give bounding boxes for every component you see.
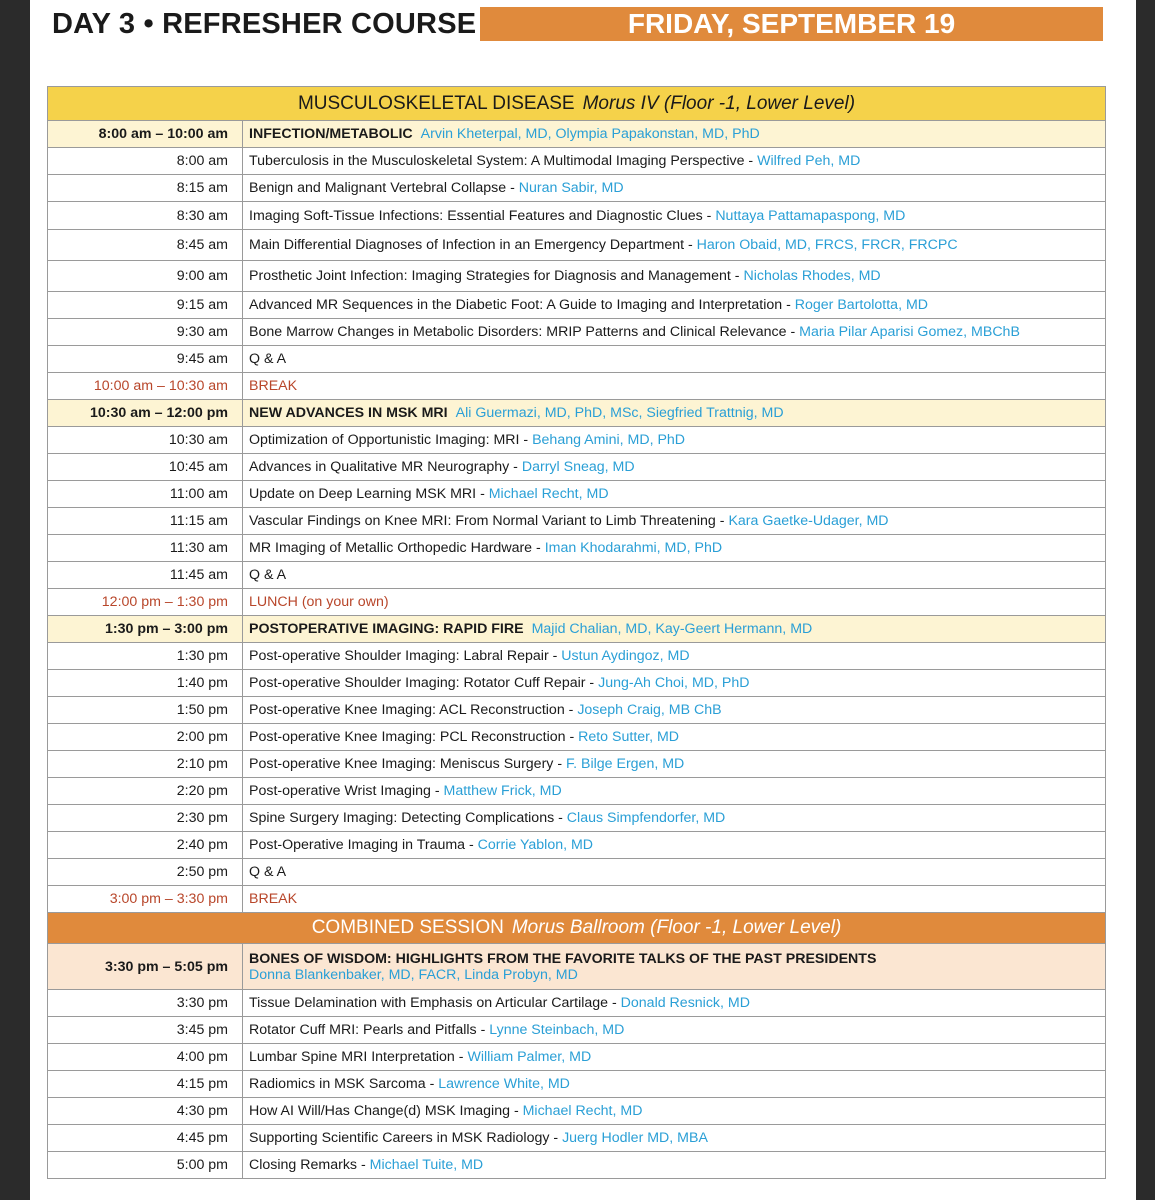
separator: - (454, 1049, 468, 1065)
speaker-name: Jung-Ah Choi, MD, PhD (598, 675, 750, 691)
talk-title: Lumbar Spine MRI Interpretation (249, 1049, 455, 1065)
speaker-name: Haron Obaid, MD, FRCS, FRCR, FRCPC (696, 237, 958, 253)
session-title: POSTOPERATIVE IMAGING: RAPID FIRE (249, 621, 524, 637)
description-cell (243, 230, 1105, 260)
speaker-name: William Palmer, MD (467, 1049, 592, 1065)
session-moderators: Ali Guermazi, MD, PhD, MSc, Siegfried Trattnig, MD (455, 405, 784, 421)
time-cell: 4:45 pm (48, 1125, 243, 1151)
time-cell: 4:00 pm (48, 1044, 243, 1070)
description-cell (243, 148, 1105, 174)
talk-row (48, 229, 1105, 260)
break-label: LUNCH (on your own) (249, 594, 389, 610)
separator: - (357, 1157, 370, 1173)
section-room: Morus IV (Floor -1, Lower Level) (582, 92, 856, 114)
speaker-name: Corrie Yablon, MD (477, 837, 594, 853)
description-cell (243, 778, 1105, 804)
talk-row (48, 831, 1105, 858)
time-cell: 2:30 pm (48, 805, 243, 831)
time-cell: 2:10 pm (48, 751, 243, 777)
separator: - (702, 207, 716, 224)
session-header-row (48, 120, 1105, 147)
description-cell (243, 990, 1105, 1016)
time-cell: 1:50 pm (48, 697, 243, 723)
session-title: BONES OF WISDOM: HIGHLIGHTS FROM THE FAVORITE TALKS OF THE PAST PRESIDENTS (249, 950, 877, 967)
time-cell: 3:30 pm (48, 990, 243, 1016)
time-cell: 3:00 pm – 3:30 pm (48, 886, 243, 912)
description-cell (243, 643, 1105, 669)
speaker-name: Joseph Craig, MB ChB (577, 702, 722, 718)
speaker-name: Maria Pilar Aparisi Gomez, MBChB (799, 324, 1020, 340)
talk-title: Post-operative Shoulder Imaging: Rotator Cuff Repair (249, 675, 586, 691)
speaker-name: Lawrence White, MD (438, 1076, 570, 1092)
description-cell (243, 859, 1105, 885)
talk-title: Tissue Delamination with Emphasis on Articular Cartilage (249, 995, 609, 1011)
time-cell: 10:45 am (48, 454, 243, 480)
time-cell: 2:00 pm (48, 724, 243, 750)
description-cell (243, 261, 1105, 291)
description-cell (243, 944, 1105, 989)
talk-title: Radiomics in MSK Sarcoma (249, 1076, 426, 1092)
talk-title: Vascular Findings on Knee MRI: From Normal Variant to Limb Threatening (249, 513, 716, 529)
separator: - (554, 810, 567, 826)
description-cell (243, 1125, 1105, 1151)
separator: - (509, 459, 522, 475)
separator: - (744, 153, 758, 169)
talk-title: Q & A (249, 567, 287, 583)
speaker-name: Nuran Sabir, MD (518, 180, 624, 196)
talk-title: Post-operative Knee Imaging: Meniscus Surgery (249, 756, 554, 772)
talk-row (48, 669, 1105, 696)
time-cell: 10:30 am – 12:00 pm (48, 400, 243, 426)
talk-row (48, 858, 1105, 885)
session-header-row (48, 399, 1105, 426)
description-cell (243, 175, 1105, 201)
talk-row (48, 1070, 1105, 1097)
time-cell: 9:15 am (48, 292, 243, 318)
time-cell: 2:20 pm (48, 778, 243, 804)
talk-title: Bone Marrow Changes in Metabolic Disorders: MRIP Patterns and Clinical Relevance (249, 324, 787, 340)
speaker-name: Behang Amini, MD, PhD (532, 432, 686, 448)
talk-title: Q & A (249, 351, 287, 367)
time-cell: 11:15 am (48, 508, 243, 534)
talk-row (48, 318, 1105, 345)
speaker-name: Iman Khodarahmi, MD, PhD (544, 540, 723, 556)
session-moderators: Arvin Kheterpal, MD, Olympia Papakonstan, MD, PhD (420, 126, 760, 142)
talk-title: Rotator Cuff MRI: Pearls and Pitfalls (249, 1022, 477, 1038)
talk-row (48, 642, 1105, 669)
date-banner: FRIDAY, SEPTEMBER 19 (480, 7, 1103, 41)
break-label: BREAK (249, 378, 298, 394)
description-cell (243, 481, 1105, 507)
description-cell (243, 373, 1105, 399)
separator: - (476, 1022, 490, 1038)
speaker-name: Juerg Hodler MD, MBA (562, 1130, 708, 1146)
section-banner (48, 87, 1105, 120)
day-title: DAY 3 • REFRESHER COURSE (52, 8, 477, 40)
time-cell: 3:45 pm (48, 1017, 243, 1043)
talk-title: Supporting Scientific Careers in MSK Radiology (249, 1130, 550, 1146)
separator: - (585, 675, 599, 691)
speaker-name: Ustun Aydingoz, MD (561, 648, 690, 664)
talk-row (48, 147, 1105, 174)
time-cell: 1:40 pm (48, 670, 243, 696)
description-cell (243, 832, 1105, 858)
description-cell (243, 751, 1105, 777)
description-cell (243, 1017, 1105, 1043)
talk-row (48, 534, 1105, 561)
separator: - (564, 702, 578, 718)
description-cell (243, 1071, 1105, 1097)
talk-title: How AI Will/Has Change(d) MSK Imaging (249, 1103, 510, 1119)
section-banner (48, 912, 1105, 943)
speaker-name: Kara Gaetke-Udager, MD (728, 513, 889, 529)
separator: - (608, 995, 621, 1011)
talk-title: Optimization of Opportunistic Imaging: MRI (249, 432, 520, 448)
talk-row (48, 426, 1105, 453)
talk-row (48, 723, 1105, 750)
talk-row (48, 174, 1105, 201)
separator: - (565, 729, 579, 745)
talk-row (48, 291, 1105, 318)
description-cell (243, 508, 1105, 534)
talk-title: MR Imaging of Metallic Orthopedic Hardware (249, 540, 533, 556)
description-cell (243, 697, 1105, 723)
description-cell (243, 1044, 1105, 1070)
talk-title: Benign and Malignant Vertebral Collapse (249, 180, 507, 196)
separator: - (786, 324, 800, 340)
talk-row (48, 345, 1105, 372)
speaker-name: Nicholas Rhodes, MD (743, 268, 881, 284)
talk-title: Prosthetic Joint Infection: Imaging Strategies for Diagnosis and Management (249, 268, 731, 284)
speaker-name: Michael Recht, MD (488, 486, 609, 502)
talk-title: Q & A (249, 864, 287, 880)
speaker-name: Michael Tuite, MD (369, 1157, 484, 1173)
speaker-name: Lynne Steinbach, MD (489, 1022, 625, 1038)
talk-row (48, 1124, 1105, 1151)
session-title: INFECTION/METABOLIC (249, 126, 413, 142)
description-cell (243, 1098, 1105, 1124)
talk-title: Tuberculosis in the Musculoskeletal System: A Multimodal Imaging Perspective (249, 153, 745, 169)
time-cell: 9:30 am (48, 319, 243, 345)
separator: - (553, 756, 567, 772)
time-cell: 1:30 pm – 3:00 pm (48, 616, 243, 642)
section-title: COMBINED SESSION (311, 917, 504, 938)
description-cell (243, 670, 1105, 696)
time-cell: 9:45 am (48, 346, 243, 372)
break-row (48, 885, 1105, 912)
talk-row (48, 480, 1105, 507)
talk-title: Main Differential Diagnoses of Infection in an Emergency Department (249, 237, 685, 253)
time-cell: 8:00 am – 10:00 am (48, 121, 243, 147)
session-header-row (48, 943, 1105, 989)
time-cell: 5:00 pm (48, 1152, 243, 1178)
description-cell (243, 319, 1105, 345)
time-cell: 12:00 pm – 1:30 pm (48, 589, 243, 615)
separator: - (782, 297, 795, 313)
description-cell (243, 724, 1105, 750)
time-cell: 3:30 pm – 5:05 pm (48, 944, 243, 989)
description-cell (243, 292, 1105, 318)
description-cell (243, 202, 1105, 229)
talk-row (48, 1097, 1105, 1124)
section-room: Morus Ballroom (Floor -1, Lower Level) (511, 917, 842, 938)
time-cell: 8:00 am (48, 148, 243, 174)
talk-title: Post-Operative Imaging in Trauma (249, 837, 466, 853)
speaker-name: Reto Sutter, MD (578, 729, 680, 745)
time-cell: 10:00 am – 10:30 am (48, 373, 243, 399)
description-cell (243, 400, 1105, 426)
time-cell: 1:30 pm (48, 643, 243, 669)
break-row (48, 588, 1105, 615)
description-cell (243, 454, 1105, 480)
separator: - (549, 1130, 563, 1146)
time-cell: 11:30 am (48, 535, 243, 561)
speaker-name: F. Bilge Ergen, MD (566, 756, 685, 772)
talk-row (48, 1016, 1105, 1043)
time-cell: 4:15 pm (48, 1071, 243, 1097)
speaker-name: Wilfred Peh, MD (757, 153, 861, 169)
time-cell: 10:30 am (48, 427, 243, 453)
time-cell: 8:30 am (48, 202, 243, 229)
description-cell (243, 589, 1105, 615)
description-cell (243, 886, 1105, 912)
time-cell: 2:50 pm (48, 859, 243, 885)
talk-row (48, 260, 1105, 291)
schedule-table (47, 86, 1106, 1179)
speaker-name: Roger Bartolotta, MD (794, 297, 929, 313)
separator: - (684, 237, 697, 253)
description-cell (243, 427, 1105, 453)
section-title: MUSCULOSKELETAL DISEASE (297, 92, 575, 114)
speaker-name: Nuttaya Pattamapaspong, MD (715, 207, 906, 224)
separator: - (506, 180, 519, 196)
description-cell (243, 1152, 1105, 1178)
session-title: NEW ADVANCES IN MSK MRI (249, 405, 448, 421)
break-row (48, 372, 1105, 399)
description-cell (243, 535, 1105, 561)
talk-title: Update on Deep Learning MSK MRI (249, 486, 477, 502)
time-cell: 2:40 pm (48, 832, 243, 858)
separator: - (519, 432, 533, 448)
talk-title: Closing Remarks (249, 1157, 358, 1173)
separator: - (425, 1076, 439, 1092)
separator: - (476, 486, 489, 502)
session-moderators: Majid Chalian, MD, Kay-Geert Hermann, MD (531, 621, 813, 637)
description-cell (243, 562, 1105, 588)
session-moderators: Donna Blankenbaker, MD, FACR, Linda Probyn, MD (249, 966, 578, 983)
schedule-page (30, 0, 1136, 1200)
description-cell (243, 616, 1105, 642)
time-cell: 4:30 pm (48, 1098, 243, 1124)
separator: - (715, 513, 729, 529)
description-cell (243, 346, 1105, 372)
separator: - (510, 1103, 523, 1119)
talk-row (48, 804, 1105, 831)
separator: - (430, 783, 444, 799)
talk-row (48, 696, 1105, 723)
talk-row (48, 750, 1105, 777)
talk-title: Post-operative Knee Imaging: ACL Reconstruction (249, 702, 565, 718)
talk-row (48, 1151, 1105, 1178)
talk-title: Post-operative Wrist Imaging (249, 783, 431, 799)
separator: - (532, 540, 545, 556)
description-cell (243, 805, 1105, 831)
time-cell: 11:00 am (48, 481, 243, 507)
talk-title: Imaging Soft-Tissue Infections: Essential Features and Diagnostic Clues (249, 207, 703, 224)
speaker-name: Donald Resnick, MD (620, 995, 750, 1011)
speaker-name: Darryl Sneag, MD (521, 459, 635, 475)
talk-row (48, 453, 1105, 480)
talk-row (48, 561, 1105, 588)
session-header-row (48, 615, 1105, 642)
description-cell (243, 121, 1105, 147)
speaker-name: Matthew Frick, MD (443, 783, 562, 799)
talk-title: Advances in Qualitative MR Neurography (249, 459, 510, 475)
time-cell: 8:15 am (48, 175, 243, 201)
talk-row (48, 989, 1105, 1016)
talk-row (48, 507, 1105, 534)
talk-row (48, 201, 1105, 229)
break-label: BREAK (249, 891, 298, 907)
time-cell: 8:45 am (48, 230, 243, 260)
time-cell: 9:00 am (48, 261, 243, 291)
talk-title: Post-operative Knee Imaging: PCL Reconstruction (249, 729, 566, 745)
talk-title: Advanced MR Sequences in the Diabetic Foot: A Guide to Imaging and Interpretation (249, 297, 783, 313)
speaker-name: Michael Recht, MD (522, 1103, 643, 1119)
talk-title: Spine Surgery Imaging: Detecting Complications (249, 810, 555, 826)
speaker-name: Claus Simpfendorfer, MD (566, 810, 726, 826)
talk-title: Post-operative Shoulder Imaging: Labral Repair (249, 648, 549, 664)
separator: - (730, 268, 744, 284)
separator: - (465, 837, 478, 853)
separator: - (548, 648, 562, 664)
talk-row (48, 1043, 1105, 1070)
talk-row (48, 777, 1105, 804)
time-cell: 11:45 am (48, 562, 243, 588)
